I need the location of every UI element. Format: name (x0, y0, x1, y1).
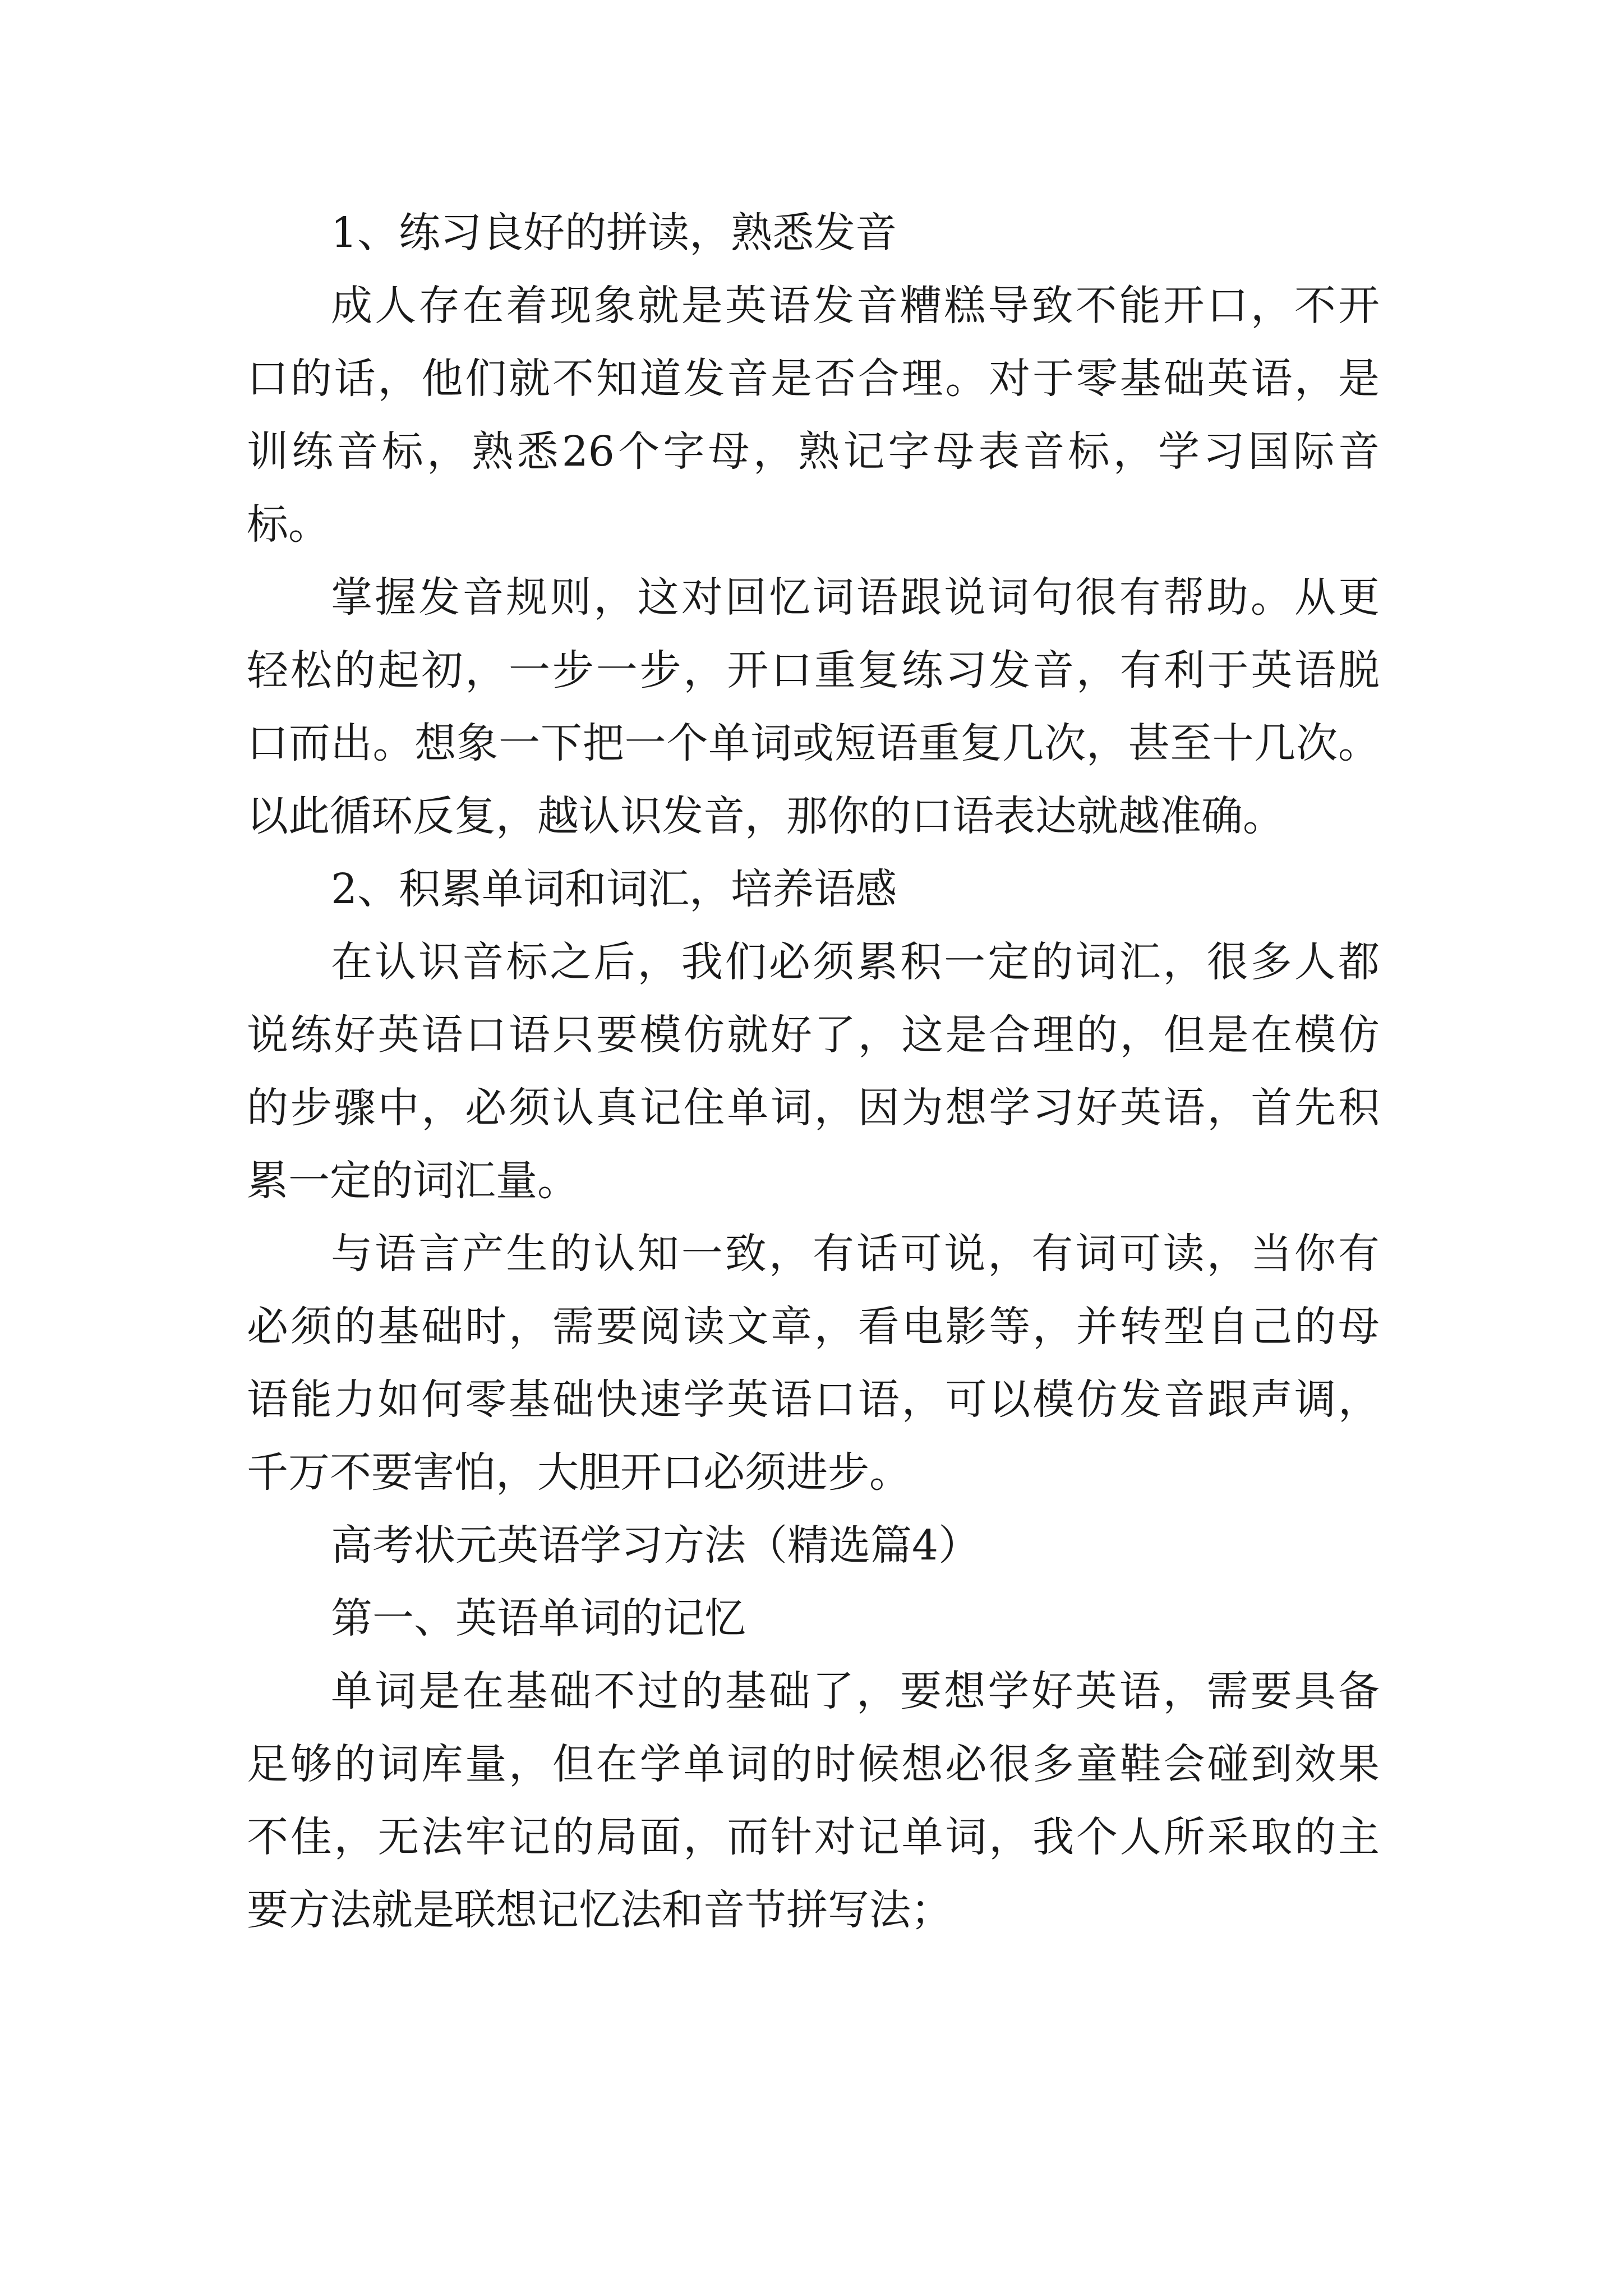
paragraph-line: 标。 (247, 500, 330, 549)
paragraph-line: 累一定的词汇量。 (247, 1157, 579, 1205)
paragraph-line: 必须的基础时，需要阅读文章，看电影等，并转型自己的母 (247, 1303, 1380, 1351)
article-title: 高考状元英语学习方法（精选篇4） (331, 1521, 980, 1570)
paragraph-line: 单词是在基础不过的基础了，要想学好英语，需要具备 (331, 1667, 1380, 1715)
paragraph-line: 要方法就是联想记忆法和音节拼写法； (247, 1886, 952, 1934)
paragraph-line: 掌握发音规则，这对回忆词语跟说词句很有帮助。从更 (331, 573, 1380, 622)
paragraph-line: 训练音标，熟悉26个字母，熟记字母表音标，学习国际音 (247, 427, 1380, 476)
paragraph-line: 说练好英语口语只要模仿就好了，这是合理的，但是在模仿 (247, 1011, 1380, 1059)
paragraph-line: 口的话，他们就不知道发音是否合理。对于零基础英语，是 (247, 355, 1380, 403)
paragraph-line: 不佳，无法牢记的局面，而针对记单词，我个人所采取的主 (247, 1813, 1380, 1861)
paragraph-line: 轻松的起初，一步一步，开口重复练习发音，有利于英语脱 (247, 646, 1380, 694)
paragraph-line: 成人存在着现象就是英语发音糟糕导致不能开口，不开 (331, 282, 1380, 330)
section-heading-pronunciation: 1、练习良好的拼读，熟悉发音 (331, 209, 897, 257)
paragraph-line: 以此循环反复，越认识发音，那你的口语表达就越准确。 (247, 792, 1284, 840)
paragraph-line: 千万不要害怕，大胆开口必须进步。 (247, 1448, 911, 1497)
paragraph-line: 语能力如何零基础快速学英语口语，可以模仿发音跟声调， (247, 1375, 1380, 1424)
paragraph-line: 在认识音标之后，我们必须累积一定的词汇，很多人都 (331, 938, 1380, 986)
paragraph-line: 的步骤中，必须认真记住单词，因为想学习好英语，首先积 (247, 1084, 1380, 1132)
section-heading-word-memory: 第一、英语单词的记忆 (331, 1594, 746, 1642)
paragraph-line: 足够的词库量，但在学单词的时候想必很多童鞋会碰到效果 (247, 1740, 1380, 1788)
paragraph-line: 与语言产生的认知一致，有话可说，有词可读，当你有 (331, 1230, 1380, 1278)
paragraph-line: 口而出。想象一下把一个单词或短语重复几次，甚至十几次。 (247, 719, 1380, 767)
section-heading-vocabulary: 2、积累单词和词汇，培养语感 (331, 865, 897, 913)
